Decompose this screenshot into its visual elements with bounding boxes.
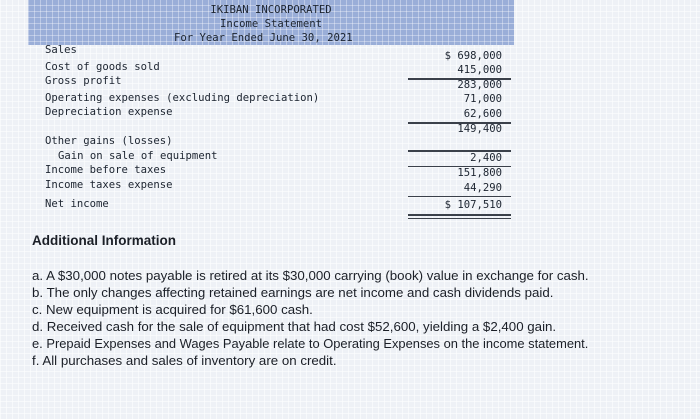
line-depreciation-label: Depreciation expense <box>45 106 173 118</box>
line-gross-profit-label: Gross profit <box>45 75 122 87</box>
line-opex-amount: 71,000 <box>463 93 502 105</box>
info-item-b: b. The only changes affecting retained earnings are net income and cash dividends paid. <box>32 285 554 300</box>
line-gross-profit-amount: 283,000 <box>457 79 502 91</box>
line-income-before-taxes-label: Income before taxes <box>45 164 167 176</box>
line-cogs-label: Cost of goods sold <box>45 61 160 73</box>
net-income-double-rule <box>408 218 511 219</box>
net-income-double-rule <box>408 214 511 216</box>
subtotal-rule <box>408 196 511 197</box>
company-name: IKIBAN INCORPORATED <box>210 4 332 16</box>
line-tax-expense-amount: 44,290 <box>463 182 502 194</box>
line-income-before-taxes-amount: 151,800 <box>457 167 502 179</box>
line-gain-sale-amount: 2,400 <box>470 152 502 164</box>
info-item-d: d. Received cash for the sale of equipment that had cost $52,600, yielding a $2,400 gain. <box>32 319 557 334</box>
line-sales-amount: $ 698,000 <box>444 50 502 62</box>
line-sales-label: Sales <box>45 44 77 56</box>
line-net-income-label: Net income <box>45 198 109 210</box>
line-tax-expense-label: Income taxes expense <box>45 179 173 191</box>
line-net-income-amount: $ 107,510 <box>444 199 502 211</box>
statement-title: Income Statement <box>219 18 323 30</box>
line-other-gains-label: Other gains (losses) <box>45 135 173 147</box>
line-operating-income-amount: 149,400 <box>457 123 502 135</box>
info-item-a: a. A $30,000 notes payable is retired at its $30,000 carrying (book) value in exchange for cash. <box>32 268 589 283</box>
info-item-f: f. All purchases and sales of inventory are on credit. <box>32 353 337 368</box>
info-item-e: e. Prepaid Expenses and Wages Payable relate to Operating Expenses on the income statement. <box>32 336 589 351</box>
line-gain-sale-label: Gain on sale of equipment <box>58 150 218 162</box>
line-cogs-amount: 415,000 <box>457 64 502 76</box>
line-opex-label: Operating expenses (excluding depreciation) <box>45 92 320 104</box>
line-depreciation-amount: 62,600 <box>463 108 502 120</box>
info-item-c: c. New equipment is acquired for $61,600 cash. <box>32 302 313 317</box>
additional-info-heading: Additional Information <box>32 233 176 248</box>
